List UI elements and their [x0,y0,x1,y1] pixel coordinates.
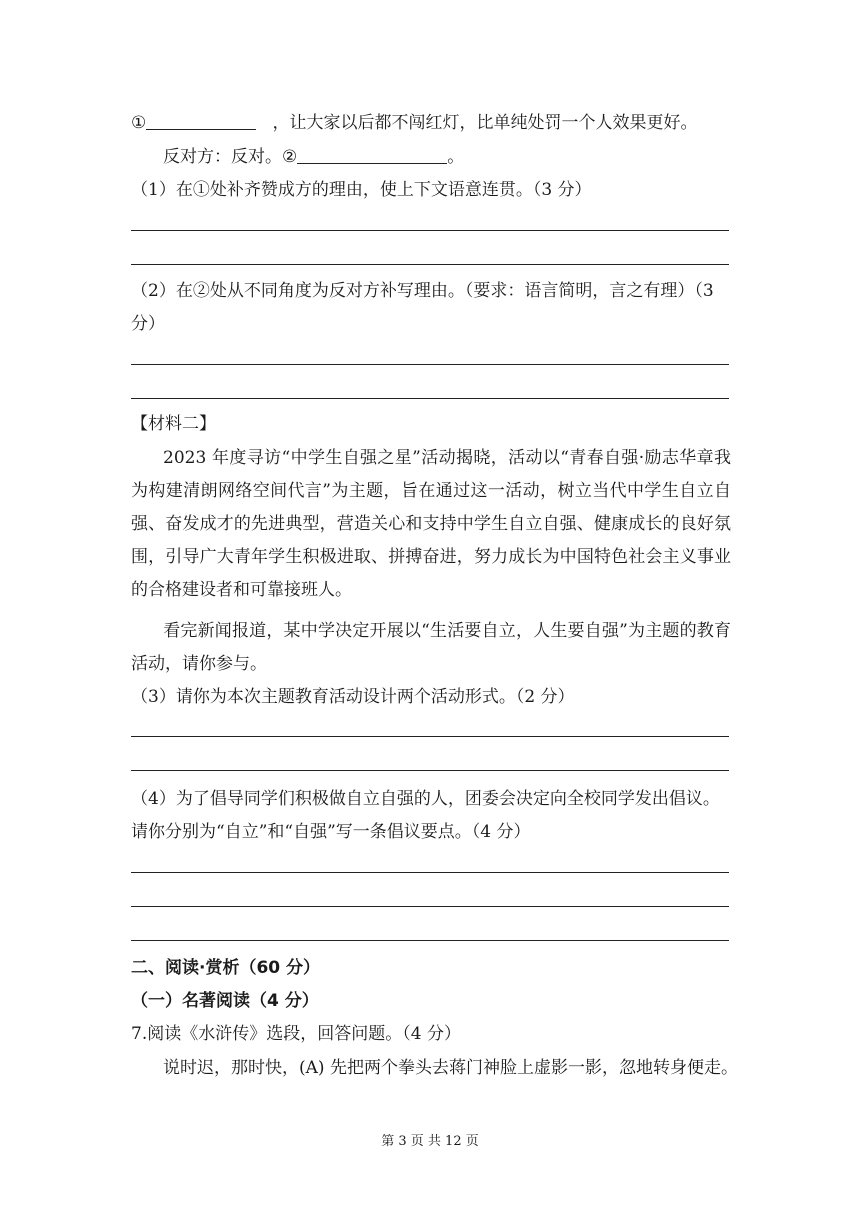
answer-line-q2-a[interactable] [131,364,729,365]
answer-line-q3-b[interactable] [131,770,729,771]
question-4-line-2: 请你分别为“自立”和“自强”写一条倡议要点。（4 分） [131,822,531,842]
section-2-title: 二、阅读·赏析（60 分） [131,958,321,978]
blank-marker-2: ② [282,147,298,167]
debate-line-2-suffix: 。 [447,147,465,167]
debate-line-1 [131,111,697,134]
question-1: （1）在①处补齐赞成方的理由，使上下文语意连贯。（3 分） [131,180,592,200]
answer-line-q4-a[interactable] [131,872,729,873]
question-2-line-1: （2）在②处从不同角度为反对方补写理由。（要求：语言简明，言之有理）（3 [131,281,714,301]
debate-line-1-text: ，让大家以后都不闯红灯，比单纯处罚一个人效果更好。 [272,113,698,133]
debate-line-2-prefix: 反对方：反对。 [163,147,282,167]
answer-blank-2[interactable] [297,145,447,164]
excerpt-text: 说时迟，那时快，(A) 先把两个拳头去蒋门神脸上虚影一影，忽地转身便走。 [163,1058,738,1078]
blank-marker-1: ① [131,113,147,133]
answer-line-q3-a[interactable] [131,736,729,737]
question-2-line-2: 分） [131,314,165,334]
answer-line-q1-b[interactable] [131,264,729,265]
material-2-paragraph-1 [131,442,731,607]
answer-line-q4-b[interactable] [131,906,729,907]
answer-blank-1[interactable] [146,111,256,130]
answer-line-q4-c[interactable] [131,940,729,941]
answer-line-q1-a[interactable] [131,230,729,231]
material-2-paragraph-2-text: 看完新闻报道，某中学决定开展以“生活要自立，人生要自强”为主题的教育活动，请你参与。 [131,621,731,674]
debate-line-2 [163,145,464,168]
question-7: 7.阅读《水浒传》选段，回答问题。（4 分） [131,1024,461,1044]
material-2-paragraph-1-text: 2023 年度寻访“中学生自强之星”活动揭晓，活动以“青春自强·励志华章我为构建清朗网络空间代言”为主题，旨在通过这一活动，树立当代中学生自立自强、奋发成才的先进典型，营造关心和支持中学生自立自强、健康成长的良好氛围，引导广大青年学生积极进取、拼搏奋进，努力成长为中国特色社会主义事业的合格建设者和可靠接班人。 [131,448,731,600]
page-footer: 第 3 页 共 12 页 [381,1134,479,1149]
section-2-subtitle: （一）名著阅读（4 分） [131,991,319,1011]
material-2-heading: 【材料二】 [131,414,216,434]
question-3: （3）请你为本次主题教育活动设计两个活动形式。（2 分） [131,687,575,707]
material-2-paragraph-2 [131,615,731,681]
question-4-line-1: （4）为了倡导同学们积极做自立自强的人，团委会决定向全校同学发出倡议。 [131,789,720,809]
answer-line-q2-b[interactable] [131,398,729,399]
